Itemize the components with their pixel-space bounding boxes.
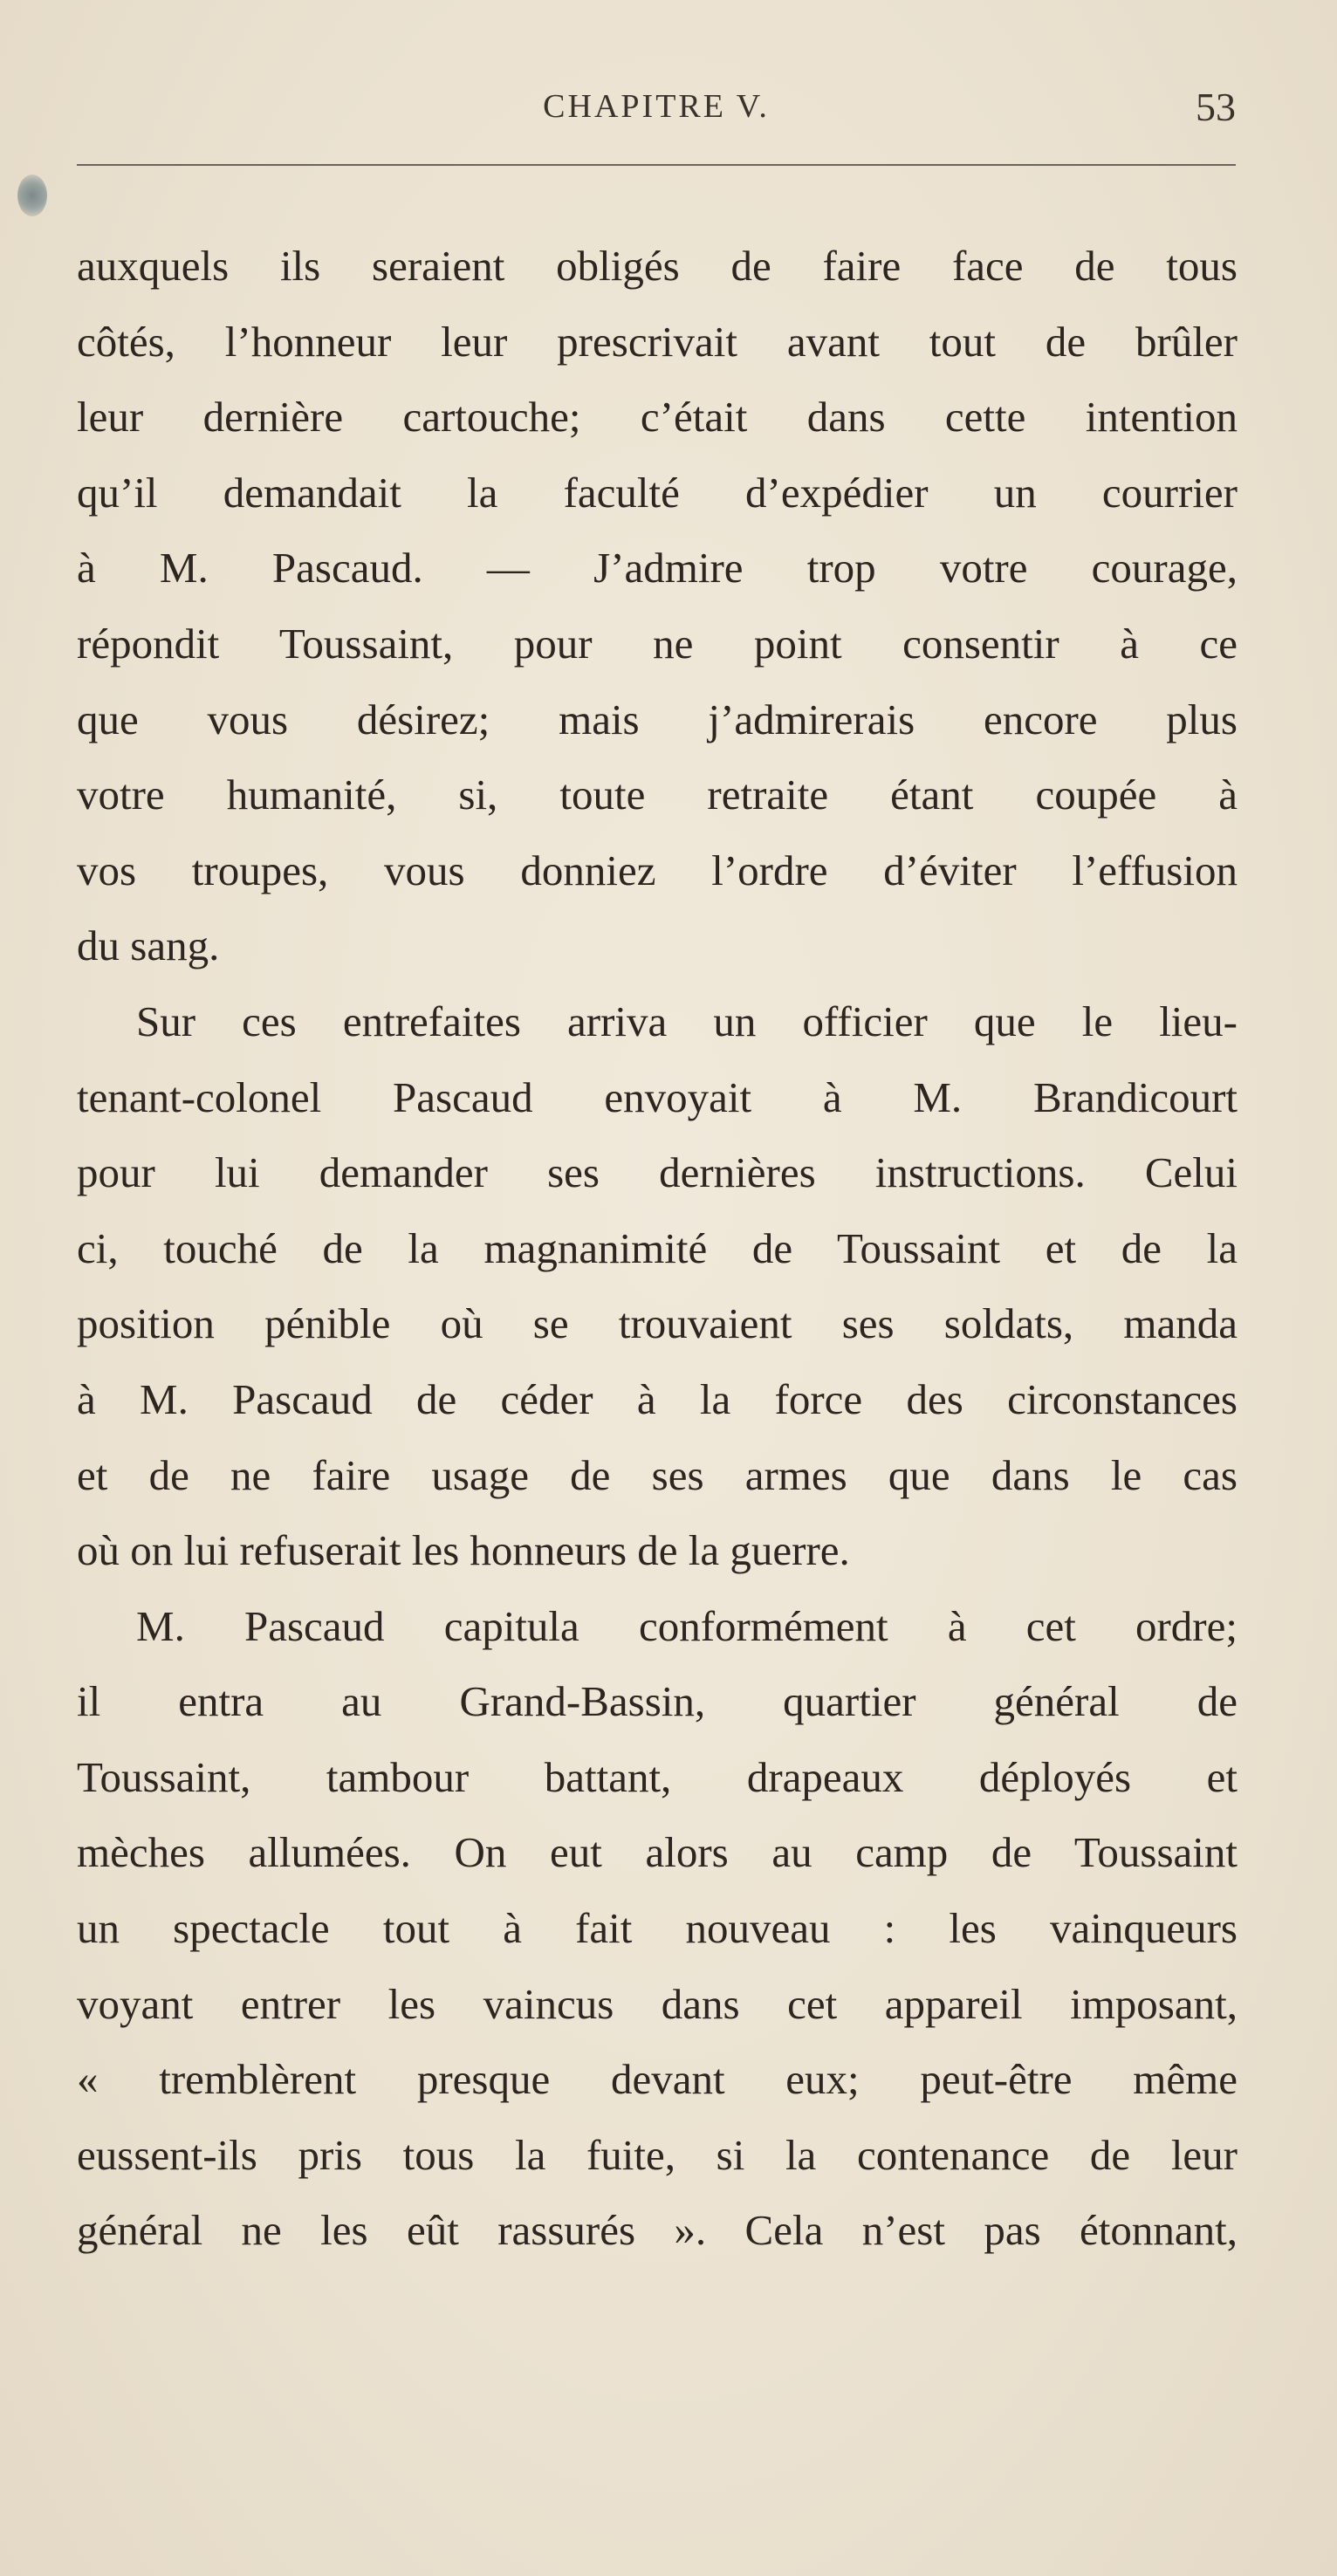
- text-line: où on lui refuserait les honneurs de la guerre.: [77, 1526, 850, 1575]
- text-line: auxquels ils seraient obligés de faire face de tous: [77, 242, 1238, 290]
- text-line: eussent-ils pris tous la fuite, si la contenance de leur: [77, 2130, 1238, 2179]
- header-rule: [77, 164, 1236, 166]
- text-line: « tremblèrent presque devant eux; peut-être même: [77, 2055, 1238, 2104]
- text-line: position pénible où se trouvaient ses soldats, manda: [77, 1299, 1238, 1348]
- text-line: répondit Toussaint, pour ne point consentir à ce: [77, 619, 1238, 668]
- text-line: il entra au Grand-Bassin, quartier général de: [77, 1677, 1238, 1726]
- page-header: [77, 87, 1236, 140]
- text-line: votre humanité, si, toute retraite étant coupée à: [77, 771, 1238, 819]
- body-text: [77, 229, 1238, 2269]
- text-line: ci, touché de la magnanimité de Toussaint et de la: [77, 1223, 1238, 1272]
- ink-blot: [17, 175, 47, 216]
- text-line: leur dernière cartouche; c’était dans cette intention: [77, 393, 1238, 442]
- page-number: 53: [1196, 85, 1236, 129]
- text-line: tenant-colonel Pascaud envoyait à M. Brandicourt: [77, 1072, 1238, 1121]
- text-line: qu’il demandait la faculté d’expédier un courrier: [77, 468, 1238, 517]
- text-line: mèches allumées. On eut alors au camp de Toussaint: [77, 1828, 1238, 1877]
- text-line: pour lui demander ses dernières instructions. Celui: [77, 1148, 1238, 1197]
- text-line: que vous désirez; mais j’admirerais encore plus: [77, 695, 1238, 743]
- text-line: du sang.: [77, 921, 220, 970]
- text-line: Sur ces entrefaites arriva un officier que le lieu-: [136, 997, 1238, 1045]
- text-line: voyant entrer les vaincus dans cet appareil imposant,: [77, 1979, 1238, 2028]
- text-line: Toussaint, tambour battant, drapeaux déployés et: [77, 1752, 1238, 1801]
- text-line: à M. Pascaud. — J’admire trop votre courage,: [77, 544, 1238, 593]
- text-line: M. Pascaud capitula conformément à cet ordre;: [136, 1601, 1238, 1650]
- running-head: CHAPITRE V.: [543, 88, 770, 125]
- text-line: à M. Pascaud de céder à la force des circonstances: [77, 1374, 1238, 1423]
- text-line: vos troupes, vous donniez l’ordre d’éviter l’effusion: [77, 846, 1238, 894]
- text-line: côtés, l’honneur leur prescrivait avant tout de brûler: [77, 317, 1238, 366]
- text-line: général ne les eût rassurés ». Cela n’est pas étonnant,: [77, 2206, 1238, 2255]
- text-line: et de ne faire usage de ses armes que dans le cas: [77, 1450, 1238, 1499]
- text-line: un spectacle tout à fait nouveau : les vainqueurs: [77, 1904, 1238, 1953]
